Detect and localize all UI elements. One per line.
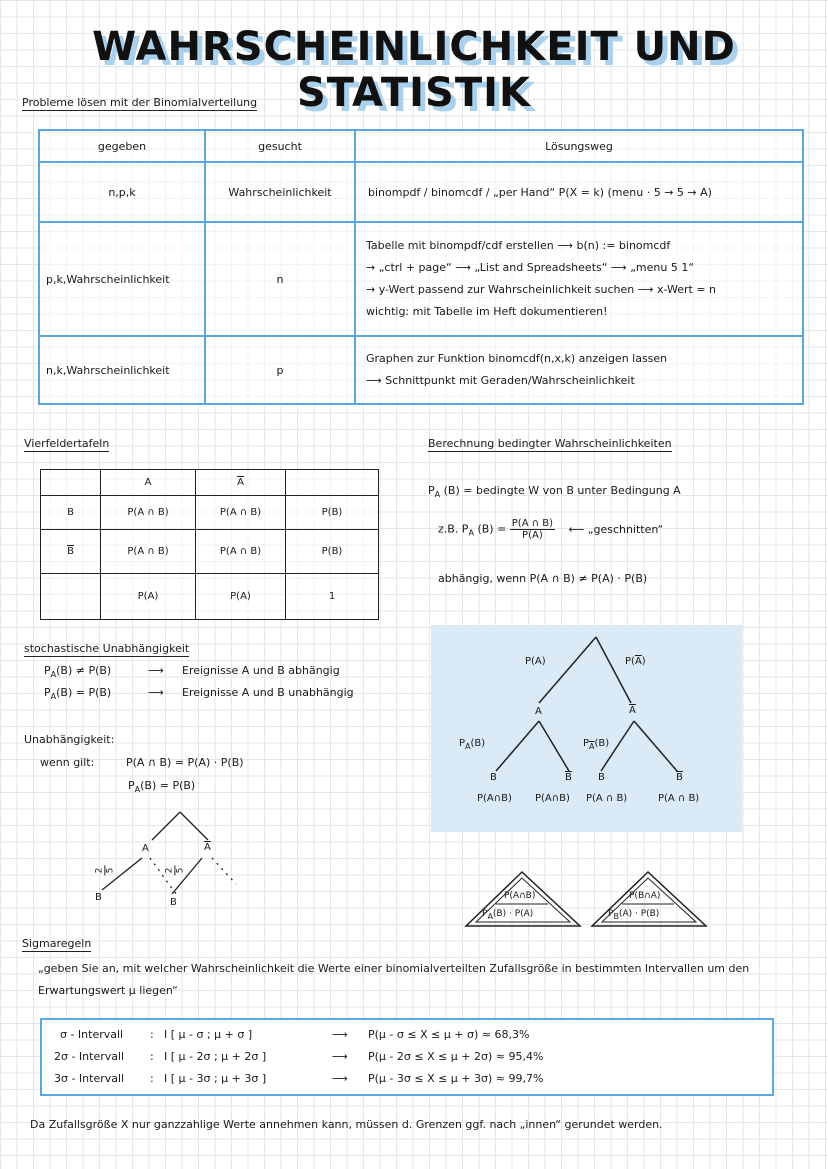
sigma-intro: „geben Sie an, mit welcher Wahrscheinlichkeit die Werte einer binomialverteilten Zufallsgröße in bestimmten Intervallen um den Erwartungswert μ liegen“ — [38, 962, 750, 997]
vierfelder-heading: Vierfeldertafeln — [24, 437, 110, 450]
row2-step-2: → „ctrl + page“ ⟶ „List and Spreadsheets“ ⟶ „menu 5 1“ — [366, 261, 695, 274]
tree-leaf-3: B — [598, 772, 605, 783]
binomial-table — [38, 129, 804, 405]
tree-right-branch: $P(\overline{A})$ — [625, 656, 646, 667]
vf-cell-ab: P(A ∩ B) — [101, 496, 196, 530]
unabh-line1-rhs: Ereignisse A und B abhängig — [182, 664, 340, 677]
vierfelder-table — [40, 469, 379, 620]
row2-step-1: Tabelle mit binompdf/cdf erstellen ⟶ b(n) := binomcdf — [366, 239, 671, 252]
tree-node-a: A — [535, 706, 542, 717]
row2-sought: n — [205, 222, 355, 336]
unabh-line2-arrow: ⟶ — [148, 686, 164, 699]
sigma-box: σ - Intervall : I [ μ - σ ; μ + σ ] ⟶ P(μ - σ ≤ X ≤ μ + σ) ≈ 68,3% 2σ - Intervall : I [ μ - 2σ ; μ + 2σ ] ⟶ P(μ - 2σ ≤ X ≤ μ + 2σ) ≈ 95,4% 3σ - Intervall : I [ μ - 3σ ; μ + 3σ ] ⟶ P(μ - 3σ ≤ X ≤ μ + 3σ) ≈ 99,7% — [40, 1018, 774, 1096]
table-row — [39, 222, 803, 336]
sigma-heading: Sigmaregeln — [22, 937, 92, 950]
vf-row-bbar — [41, 530, 379, 574]
small-tree-fraction-1: 2 5 — [94, 867, 116, 874]
vf-row-bbar-label: $\overline{B}$ — [41, 530, 101, 574]
page-title: WAHRSCHEINLICHKEIT UND STATISTIK — [92, 24, 736, 116]
unabh-when: wenn gilt: — [40, 756, 95, 769]
vf-cell-pa: P(A) — [101, 574, 196, 620]
row1-sought: Wahrscheinlichkeit — [205, 162, 355, 222]
bedingt-dependent: abhängig, wenn P(A ∩ B) ≠ P(A) · P(B) — [438, 572, 648, 585]
unabh-line1-lhs: $P_A(B) \ne P(B)$ — [44, 664, 112, 679]
bedingt-fraction: $\frac{P(A \cap B)}{P(A)}$ — [511, 518, 553, 541]
row3-steps — [355, 336, 803, 404]
unabh-cond2: $P_A(B) = P(B)$ — [128, 779, 196, 794]
vf-cell-abarb: P(A ∩ B) — [196, 496, 286, 530]
small-tree-lines — [90, 808, 240, 908]
triangle-2-bottom: PB(A) · P(B) — [608, 909, 660, 921]
vf-header-row — [41, 470, 379, 496]
table-row — [39, 336, 803, 404]
row2-step-4: wichtig: mit Tabelle im Heft dokumentieren! — [366, 305, 608, 318]
row1-steps: binompdf / binomcdf / „per Hand“ P(X = k) (menu · 5 → 5 → A) — [355, 162, 803, 222]
tree-node-abar: $\overline{A}$ — [629, 705, 636, 716]
small-tree-fraction-2: 2 5 — [164, 867, 186, 874]
vf-cell-total: 1 — [286, 574, 379, 620]
vf-col-abar: $\overline{A}$ — [196, 470, 286, 496]
bedingt-definition: $P_A$ (B) = bedingte W von B unter Bedingung A — [428, 484, 681, 499]
row2-steps — [355, 222, 803, 336]
vf-row-b-label: B — [41, 496, 101, 530]
vf-cell-abarbbar: P(A ∩ B) — [196, 530, 286, 574]
header-solution: Lösungsweg — [355, 130, 803, 162]
tree-right-cond: $P_{\overline{A}}(B)$ — [583, 738, 610, 751]
bedingt-annotation: ⟵ „geschnitten“ — [568, 522, 664, 536]
row1-given: n,p,k — [39, 162, 205, 222]
small-tree-leaf-2: B — [170, 897, 177, 908]
triangle-2-top: P(B∩A) — [629, 891, 661, 901]
row3-given: n,k,Wahrscheinlichkeit — [39, 336, 205, 404]
tree-leaf-2: $\overline{B}$ — [565, 772, 572, 783]
row3-step-1: Graphen zur Funktion binomcdf(n,x,k) anzeigen lassen — [366, 352, 668, 365]
unabh-line2-lhs: $P_A(B) = P(B)$ — [44, 686, 112, 701]
small-tree-node-abar: $\overline{A}$ — [204, 842, 211, 853]
tree-leaf-prob-4: P(A ∩ B) — [658, 793, 700, 804]
tree-leaf-1: B — [490, 772, 497, 783]
vf-row-b — [41, 496, 379, 530]
unabh-cond1: P(A ∩ B) = P(A) · P(B) — [126, 756, 244, 769]
unabh-line2-rhs: Ereignisse A und B unabhängig — [182, 686, 354, 699]
vf-cell-pb: P(B) — [286, 496, 379, 530]
binomial-heading: Probleme lösen mit der Binomialverteilung — [22, 96, 258, 109]
unabh-heading: stochastische Unabhängigkeit — [24, 642, 190, 655]
triangle-1-bottom: PA(B) · P(A) — [482, 909, 534, 921]
small-tree-leaf-1: B — [95, 892, 102, 903]
vf-cell-abbar: P(A ∩ B) — [101, 530, 196, 574]
table-header-row — [39, 130, 803, 162]
triangle-1-top: P(A∩B) — [504, 891, 536, 901]
small-tree-node-a: A — [142, 843, 149, 854]
vf-cell-pabar: P(A) — [196, 574, 286, 620]
row2-given: p,k,Wahrscheinlichkeit — [39, 222, 205, 336]
header-given: gegeben — [39, 130, 205, 162]
sigma-footer: Da Zufallsgröße X nur ganzzahlige Werte annehmen kann, müssen d. Grenzen ggf. nach „innen“ gerundet werden. — [30, 1118, 663, 1131]
bedingt-example: z.B. $P_A$ (B) = $\frac{P(A \cap B)}{P(A)}$ ⟵ „geschnitten“ — [438, 518, 664, 541]
row3-step-2: ⟶ Schnittpunkt mit Geraden/Wahrscheinlichkeit — [366, 374, 635, 387]
row2-step-3: → y-Wert passend zur Wahrscheinlichkeit suchen ⟶ x-Wert = n — [366, 283, 717, 296]
tree-leaf-4: $\overline{B}$ — [676, 772, 683, 783]
tree-leaf-prob-2: P(A∩B) — [535, 793, 570, 804]
tree-leaf-prob-3: P(A ∩ B) — [586, 793, 628, 804]
tree-left-cond: $P_A(B)$ — [459, 738, 486, 751]
unabh-subheading: Unabhängigkeit: — [24, 733, 115, 746]
bedingt-heading: Berechnung bedingter Wahrscheinlichkeiten — [428, 437, 672, 450]
vf-row-total — [41, 574, 379, 620]
vf-cell-pbbar: P(B) — [286, 530, 379, 574]
unabh-line1-arrow: ⟶ — [148, 664, 164, 677]
row3-sought: p — [205, 336, 355, 404]
vf-col-a: A — [101, 470, 196, 496]
header-sought: gesucht — [205, 130, 355, 162]
tree-leaf-prob-1: P(A∩B) — [477, 793, 512, 804]
table-row — [39, 162, 803, 222]
tree-left-branch: P(A) — [525, 656, 546, 667]
